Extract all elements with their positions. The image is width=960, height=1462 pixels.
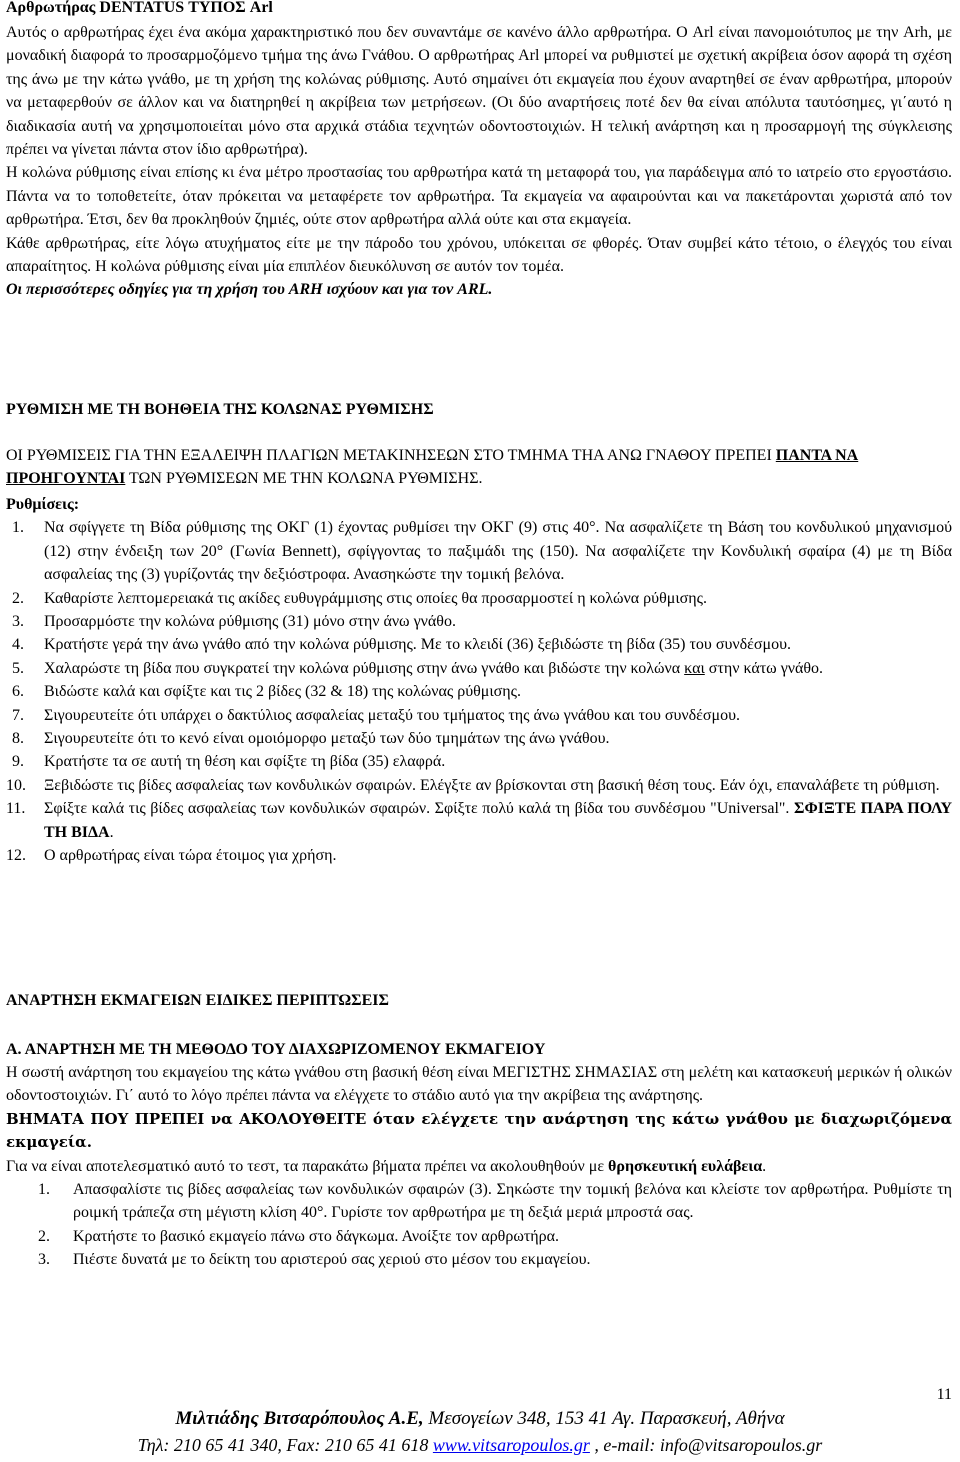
split-cast-block — [6, 1061, 952, 1272]
settings-steps-list — [6, 516, 952, 867]
section-heading-mounting: ΑΝΑΡΤΗΣΗ ΕΚΜΑΓΕΙΩΝ ΕΙΔΙΚΕΣ ΠΕΡΙΠΤΩΣΕΙΣ — [6, 992, 389, 1009]
effectiveness-paragraph: Για να είναι αποτελεσματικό αυτό το τεστ, τα παρακάτω βήματα πρέπει να ακολουθηθούν με θρησκευτική ευλάβεια. — [6, 1157, 767, 1175]
list-item: 1. Απασφαλίστε τις βίδες ασφαλείας των κονδυλικών σφαιρών (3). Σηκώστε την τομική βελόνα και κλείστε τον αρθρωτήρα. Ρυθμίστε τη ροιμκή τράπεζα στη μέγιστη κλίση 40°. Γυρίστε τον αρθρωτήρα με τη δεξιά μεριά μπροστά σας. — [38, 1181, 952, 1222]
settings-label: Ρυθμίσεις: — [6, 496, 80, 513]
footer-email: , e-mail: info@vitsaropoulos.gr — [589, 1435, 823, 1455]
list-item: 8. Σιγουρευτείτε ότι το κενό είναι ομοιόμορφο μεταξύ των δύο τμημάτων της άνω γνάθου. — [12, 730, 610, 748]
list-item: 2. Καθαρίστε λεπτομερειακά τις ακίδες ευθυγράμμισης στις οποίες θα προσαρμοστεί η κολώνα ρύθμισης. — [12, 589, 707, 607]
settings-block — [6, 493, 952, 868]
list-item: 5. Χαλαρώστε τη βίδα που συγκρατεί την κολώνα ρύθμισης στην άνω γνάθο και βιδώστε την κολώνα και στην κάτω γνάθο. — [12, 659, 824, 677]
intro-note: Οι περισσότερες οδηγίες για τη χρήση του ARH ισχύουν και για τον ARL. — [6, 281, 493, 299]
list-item: 3. Προσαρμόστε την κολώνα ρύθμισης (31) μόνο στην άνω γνάθο. — [12, 613, 456, 631]
list-item: 1. Να σφίγγετε τη Βίδα ρύθμισης της ΟΚΓ (1) έχοντας ρυθμίσει την ΟΚΓ (9) στις 40°. Να ασφαλίζετε τη Βάση του κονδυλικού μηχανισμού (12) στην ένδειξη των 20° (Γωνία Bennett), σφίγγοντας το παξιμάδι της (150). Να ασφαλίζετε την Κονδυλική σφαίρα (4) με τη Βίδα ασφαλείας της (3) γυρίζοντάς την δεξιόστροφα. Ανασηκώστε την τομική βελόνα. — [12, 519, 952, 584]
list-item: 9. Κρατήστε τα σε αυτή τη θέση και σφίξτε τη βίδα (35) ελαφρά. — [12, 753, 446, 771]
intro-paragraph-3: Κάθε αρθρωτήρας, είτε λόγω ατυχήματος είτε με την πάροδο του χρόνου, υπόκειται σε φθορές. Όταν συμβεί κάτο τέτοιο, ο έλεγχός του είναι απαραίτητος. Η κολώνα ρύθμισης είναι μία επιπλέον διευκόλυνση σε αυτόν τον τομέα. — [6, 234, 952, 276]
footer-website-link[interactable]: www.vitsaropoulos.gr — [432, 1435, 590, 1455]
list-item: 7. Σιγουρευτείτε ότι υπάρχει ο δακτύλιος ασφαλείας μεταξύ του τμήματος της άνω γνάθου και του συνδέσμου. — [12, 706, 741, 724]
list-item: 11. Σφίξτε καλά τις βίδες ασφαλείας των κονδυλικών σφαιρών. Σφίξτε πολύ καλά τη βίδα του συνδέσμου "Universal". ΣΦΙΞΤΕ ΠΑΡΑ ΠΟΛΥ ΤΗ ΒΙΔΑ. — [6, 800, 952, 841]
intro-paragraph-1: Αυτός ο αρθρωτήρας έχει ένα ακόμα χαρακτηριστικό που δεν συναντάμε σε κανένο άλλο αρθρωτήρα. Ο Arl είναι πανομοιότυπος με την Arh, με μοναδική διαφορά το προσαρμοζόμενο τμήμα της άνω Γνάθου. Ο αρθρωτήρας Arl μπορεί να ρυθμιστεί με σχετική ακρίβεια όσον αφορά τη σχέση της άνω με την κάτω γνάθο, με τη χρήση της κολώνας ρύθμισης. Αυτό σημαίνει ότι εκμαγεία που έχουν αναρτηθεί σε έναν αρθρωτήρα, μπορούν να μεταφερθούν σε άλλον και να διατηρηθεί η ακρίβεια των μετρήσεων. (Οι δύο αναρτήσεις ποτέ δεν θα είναι απόλυτα ταυτόσημες, γι΄αυτό η διαδικασία αυτή να χρησιμοποιείται μόνο στα αρχικά στάδια τεχνητών οδοντοστοιχιών. Η τελική ανάρτηση και η προσαρμογή της σύγκλεισης πρέπει να γίνεται πάντα στον ίδιο αρθρωτήρα). — [6, 24, 953, 159]
warning-emphasis: ΠΑΝΤΑ ΝΑ ΠΡΟΗΓΟΥΝΤΑΙ — [6, 447, 859, 488]
list-item: 6. Βιδώστε καλά και σφίξτε και τις 2 βίδες (32 & 18) της κολώνας ρύθμισης. — [12, 683, 522, 701]
adjustment-warning — [6, 444, 952, 491]
list-item: 3. Πιέστε δυνατά με το δείκτη του αριστερού σας χεριού στο μέσον του εκμαγείου. — [38, 1251, 591, 1269]
warning-text-end: ΤΩΝ ΡΥΘΜΙΣΕΩΝ ΜΕ ΤΗΝ ΚΟΛΩΝΑ ΡΥΘΜΙΣΗΣ. — [125, 470, 483, 488]
intro-block — [6, 21, 952, 302]
section-heading-adjustment: ΡΥΘΜΙΣΗ ΜΕ ΤΗ ΒΟΗΘΕΙΑ ΤΗΣ ΚΟΛΩΝΑΣ ΡΥΘΜΙΣΗΣ — [6, 401, 434, 418]
list-item: 10. Ξεβιδώστε τις βίδες ασφαλείας των κονδυλικών σφαιρών. Ελέγξτε αν βρίσκονται στη βασική θέση τους. Εάν όχι, επαναλάβετε τη ρύθμιση. — [6, 776, 940, 794]
list-item: 4. Κρατήστε γερά την άνω γνάθο από την κολώνα ρύθμισης. Με το κλειδί (36) ξεβιδώστε τη βίδα (35) του συνδέσμου. — [12, 636, 791, 654]
footer-address: Μεσογείων 348, 153 41 Αγ. Παρασκευή, Αθήνα — [423, 1408, 785, 1429]
split-cast-steps-list — [6, 1178, 952, 1272]
subsection-heading-split-cast: Α. ΑΝΑΡΤΗΣΗ ΜΕ ΤΗ ΜΕΘΟΔΟ ΤΟΥ ΔΙΑΧΩΡΙΖΟΜΕΝΟΥ ΕΚΜΑΓΕΙΟΥ — [6, 1041, 546, 1058]
warning-text-start: ΟΙ ΡΥΘΜΙΣΕΙΣ ΓΙΑ ΤΗΝ ΕΞΑΛΕΙΨΗ ΠΛΑΓΙΩΝ ΜΕΤΑΚΙΝΗΣΕΩΝ ΣΤΟ ΤΜΗΜΑ ΤΗΑ ΑΝΩ ΓΝΑΘΟΥ ΠΡΕΠΕΙ — [6, 447, 776, 464]
list-item: 12. Ο αρθρωτήρας είναι τώρα έτοιμος για χρήση. — [6, 847, 337, 865]
list-item: 2. Κρατήστε το βασικό εκμαγείο πάνω στο δάγκωμα. Ανοίξτε τον αρθρωτήρα. — [38, 1227, 560, 1245]
page-title: Αρθρωτήρας DENTATUS ΤΥΠΟΣ Arl — [6, 0, 273, 16]
page-number: 11 — [936, 1386, 952, 1403]
steps-instruction: ΒΗΜΑΤΑ ΠΟΥ ΠΡΕΠΕΙ να ΑΚΟΛΟΥΘΕΙΤΕ όταν ελέγχετε την ανάρτηση της κάτω γνάθου με διαχωριζόμενα εκμαγεία. — [6, 1109, 952, 1152]
footer-contact-line — [0, 1435, 960, 1456]
footer-phones: Τηλ: 210 65 41 340, Fax: 210 65 41 618 — [137, 1435, 433, 1455]
split-cast-paragraph: Η σωστή ανάρτηση του εκμαγείου της κάτω γνάθου στη βασική θέση είναι ΜΕΓΙΣΤΗΣ ΣΗΜΑΣΙΑΣ στη μελέτη και κατασκευή μερικών ή ολικών οδοντοστοιχιών. Γι΄ αυτό το λόγο πρέπει πάντα να ελέγχετε το στάδιο αυτό για την ακρίβεια της ανάρτησης. — [6, 1064, 952, 1105]
intro-paragraph-2: Η κολώνα ρύθμισης είναι επίσης κι ένα μέτρο προστασίας του αρθρωτήρα κατά τη μεταφορά του, για παράδειγμα από το ιατρείο στο εργοστάσιο. Πάντα να το τοποθετείτε, όταν πρόκειται να μεταφέρετε τον αρθρωτήρα. Τα εκμαγεία να αφαιρούνται και να πακετάρονται χωριστά από τον αρθρωτήρα. Έτσι, δεν θα προκληθούν ζημιές, ούτε στον αρθρωτήρα αλλά ούτε και στα εκμαγεία. — [6, 164, 952, 229]
footer-company-line — [0, 1408, 960, 1430]
footer-company: Μιλτιάδης Βιτσαρόπουλος Α.Ε, — [175, 1408, 424, 1429]
